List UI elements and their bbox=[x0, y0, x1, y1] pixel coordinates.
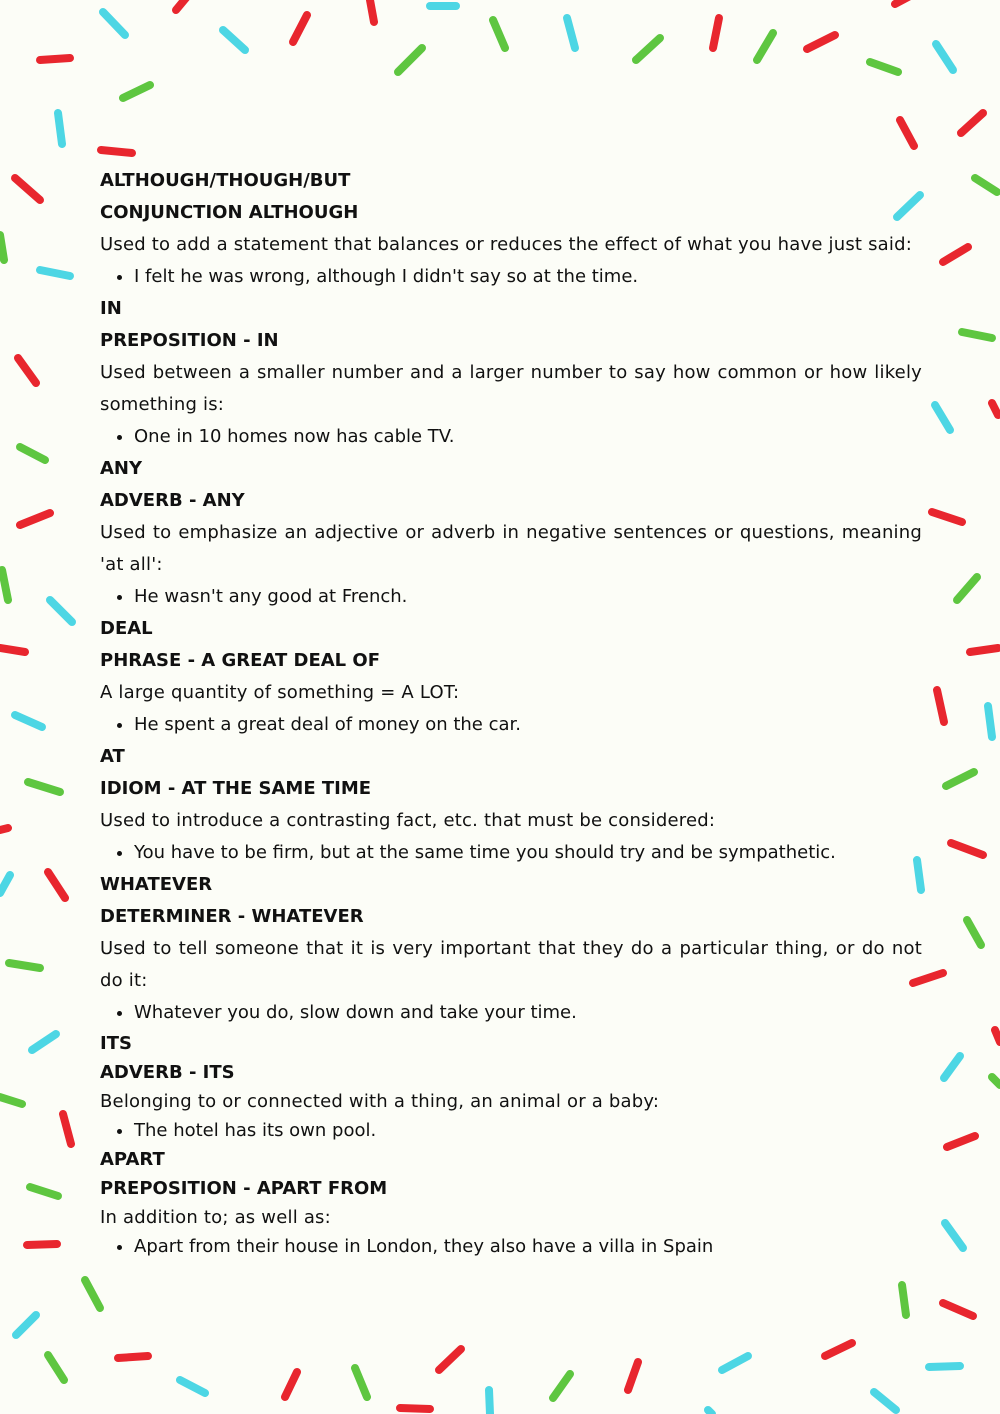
sprinkle bbox=[20, 447, 45, 460]
entry-word: ITS bbox=[100, 1033, 132, 1054]
sprinkle bbox=[636, 38, 660, 60]
sprinkle bbox=[355, 1368, 367, 1397]
sprinkle bbox=[48, 1355, 64, 1380]
sprinkle bbox=[493, 20, 505, 48]
sprinkle bbox=[943, 1303, 973, 1316]
example-list bbox=[100, 581, 922, 613]
sprinkle bbox=[15, 715, 42, 727]
example-list bbox=[100, 261, 922, 293]
entry-heading: IDIOM - AT THE SAME TIME bbox=[100, 778, 372, 799]
sprinkle bbox=[567, 18, 575, 48]
entry-word: APART bbox=[100, 1149, 165, 1170]
sprinkle bbox=[757, 33, 773, 60]
entry-any bbox=[100, 453, 922, 613]
example-item: • You have to be firm, but at the same time you should try and be sympathetic. bbox=[134, 837, 922, 869]
example-list bbox=[100, 421, 922, 453]
sprinkle bbox=[400, 1408, 430, 1409]
entry-definition: Used to add a statement that balances or reduces the effect of what you have just said: bbox=[100, 234, 912, 255]
sprinkle bbox=[825, 1343, 852, 1356]
entries-compact-group bbox=[100, 1029, 922, 1261]
sprinkle bbox=[945, 1223, 963, 1248]
example-item: • One in 10 homes now has cable TV. bbox=[134, 421, 922, 453]
sprinkle bbox=[937, 690, 944, 722]
entry-deal bbox=[100, 613, 922, 741]
vocabulary-sheet bbox=[100, 165, 922, 1261]
sprinkle bbox=[0, 235, 4, 260]
sprinkle bbox=[48, 872, 65, 898]
entry-definition: In addition to; as well as: bbox=[100, 1207, 331, 1228]
entry-word: ALTHOUGH/THOUGH/BUT bbox=[100, 170, 351, 191]
entry-heading: PREPOSITION - APART FROM bbox=[100, 1178, 388, 1199]
sprinkle bbox=[807, 35, 835, 49]
sprinkle bbox=[40, 270, 70, 276]
sprinkle bbox=[0, 648, 25, 652]
sprinkle bbox=[929, 1366, 960, 1367]
sprinkle bbox=[975, 178, 997, 192]
sprinkle bbox=[20, 513, 50, 525]
sprinkle bbox=[58, 113, 62, 144]
entry-word: IN bbox=[100, 298, 122, 319]
example-item: • Apart from their house in London, they also have a villa in Spain bbox=[134, 1232, 922, 1261]
entry-definition: Used to emphasize an adjective or adverb in negative sentences or questions, meaning 'at all': bbox=[100, 522, 922, 575]
sprinkle bbox=[293, 15, 307, 42]
entry-heading: PHRASE - A GREAT DEAL OF bbox=[100, 650, 381, 671]
sprinkle bbox=[708, 1410, 712, 1414]
entry-heading: PREPOSITION - IN bbox=[100, 330, 279, 351]
sprinkle bbox=[957, 577, 977, 600]
sprinkle bbox=[935, 405, 950, 430]
entry-its bbox=[100, 1029, 922, 1145]
sprinkle bbox=[0, 875, 10, 893]
sprinkle bbox=[118, 1356, 148, 1358]
sprinkle bbox=[0, 828, 8, 830]
sprinkle bbox=[223, 30, 245, 50]
sprinkle bbox=[713, 18, 719, 48]
example-list bbox=[100, 709, 922, 741]
sprinkle bbox=[176, 0, 186, 10]
example-item: • The hotel has its own pool. bbox=[134, 1116, 922, 1145]
sprinkle bbox=[18, 358, 36, 383]
example-list bbox=[100, 1116, 922, 1145]
example-list bbox=[100, 997, 922, 1029]
sprinkle bbox=[870, 62, 898, 72]
sprinkle bbox=[874, 1392, 896, 1410]
sprinkle bbox=[370, 0, 374, 22]
sprinkle bbox=[0, 1097, 22, 1104]
entry-word: DEAL bbox=[100, 618, 153, 639]
entry-word: AT bbox=[100, 746, 125, 767]
entry-definition: A large quantity of something = A LOT: bbox=[100, 682, 460, 703]
entry-although bbox=[100, 165, 922, 293]
entry-word: ANY bbox=[100, 458, 143, 479]
example-item: • Whatever you do, slow down and take your time. bbox=[134, 997, 922, 1029]
sprinkle bbox=[628, 1362, 638, 1390]
sprinkle bbox=[895, 0, 910, 4]
sprinkle bbox=[27, 1244, 57, 1245]
sprinkle bbox=[962, 332, 992, 338]
entry-definition: Used to tell someone that it is very important that they do a particular thing, or do not do it: bbox=[100, 938, 922, 991]
sprinkle bbox=[988, 706, 992, 737]
sprinkle bbox=[32, 1034, 56, 1050]
sprinkle bbox=[943, 247, 968, 262]
example-item: • I felt he was wrong, although I didn't say so at the time. bbox=[134, 261, 922, 293]
sprinkle bbox=[992, 403, 998, 415]
sprinkle bbox=[103, 12, 125, 35]
sprinkle bbox=[123, 85, 150, 98]
entry-definition: Used between a smaller number and a larger number to say how common or how likely something is: bbox=[100, 362, 922, 415]
example-list bbox=[100, 837, 922, 869]
entry-apart bbox=[100, 1145, 922, 1261]
sprinkle bbox=[932, 512, 962, 522]
sprinkle bbox=[285, 1372, 297, 1397]
sprinkle bbox=[553, 1374, 570, 1398]
sprinkle bbox=[439, 1349, 461, 1370]
sprinkle bbox=[722, 1356, 748, 1370]
entry-heading: DETERMINER - WHATEVER bbox=[100, 906, 364, 927]
sprinkle bbox=[85, 1280, 100, 1308]
sprinkle bbox=[902, 1285, 906, 1315]
entry-at bbox=[100, 741, 922, 869]
entry-heading: ADVERB - ANY bbox=[100, 490, 245, 511]
sprinkle bbox=[967, 920, 981, 945]
sprinkle bbox=[944, 1056, 960, 1078]
sprinkle bbox=[9, 963, 40, 968]
sprinkle bbox=[900, 120, 914, 146]
entry-in bbox=[100, 293, 922, 453]
sprinkle bbox=[995, 1030, 1000, 1042]
sprinkle bbox=[992, 1077, 1000, 1085]
entry-whatever bbox=[100, 869, 922, 1029]
example-item: • He wasn't any good at French. bbox=[134, 581, 922, 613]
entry-word: WHATEVER bbox=[100, 874, 213, 895]
entry-heading: CONJUNCTION ALTHOUGH bbox=[100, 202, 359, 223]
sprinkle bbox=[28, 782, 60, 792]
entry-heading: ADVERB - ITS bbox=[100, 1062, 235, 1083]
sprinkle bbox=[961, 113, 983, 133]
sprinkle bbox=[936, 44, 953, 70]
sprinkle bbox=[947, 1136, 975, 1147]
sprinkle bbox=[180, 1380, 205, 1393]
entry-definition: Used to introduce a contrasting fact, etc. that must be considered: bbox=[100, 810, 716, 831]
sprinkle bbox=[63, 1114, 71, 1144]
sprinkle bbox=[398, 48, 422, 72]
sprinkle bbox=[489, 1390, 490, 1414]
example-list bbox=[100, 1232, 922, 1261]
example-item: • He spent a great deal of money on the car. bbox=[134, 709, 922, 741]
sprinkle bbox=[16, 1315, 36, 1335]
entry-definition: Belonging to or connected with a thing, an animal or a baby: bbox=[100, 1091, 660, 1112]
sprinkle bbox=[15, 178, 40, 200]
sprinkle bbox=[101, 150, 132, 153]
sprinkle bbox=[970, 648, 998, 652]
sprinkle bbox=[30, 1187, 58, 1196]
sprinkle bbox=[40, 58, 70, 60]
sprinkle bbox=[2, 570, 8, 600]
sprinkle bbox=[951, 843, 983, 855]
sprinkle bbox=[946, 772, 974, 786]
sprinkle bbox=[50, 600, 72, 622]
